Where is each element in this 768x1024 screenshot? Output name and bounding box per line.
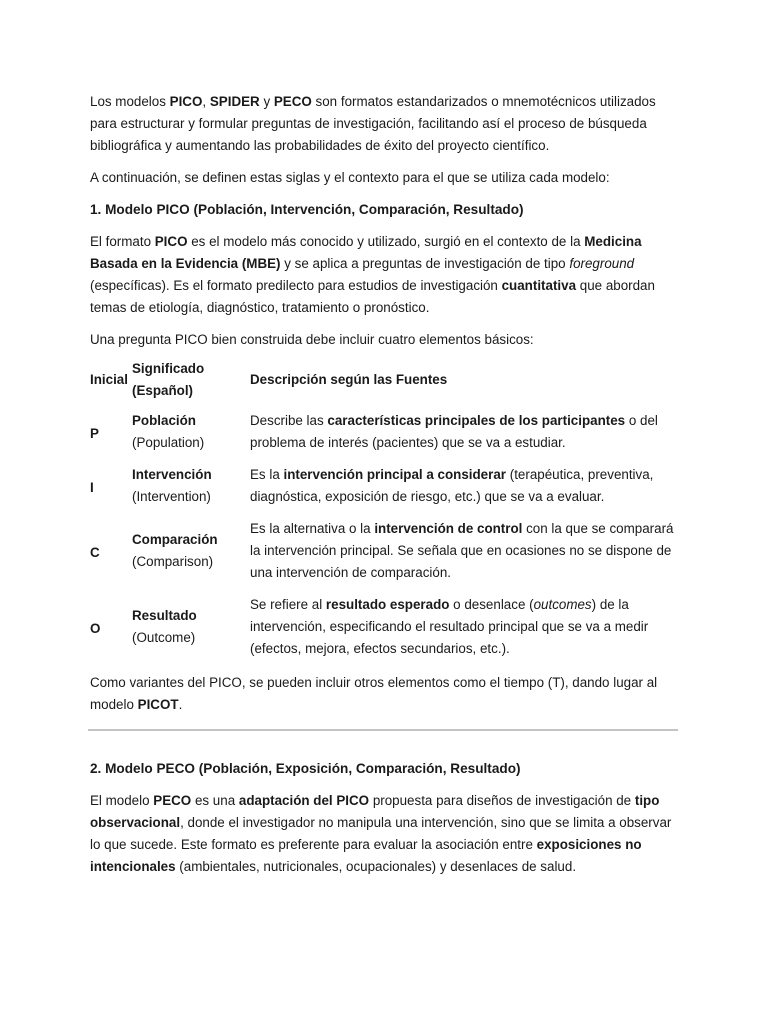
- row-letter: I: [90, 479, 94, 495]
- peco-paragraph: El modelo PECO es una adaptación del PICO propuesta para diseños de investigación de tipo observacional, donde el investigador no manipula una intervención, sino que se limita a observar lo que sucede. Este formato es preferente para evaluar la asociación entre exposiciones no intencionales (ambientales, nutricionales, ocupacionales) y desenlaces de salud.: [90, 793, 672, 874]
- intro-paragraph: Los modelos PICO, SPIDER y PECO son formatos estandarizados o mnemotécnicos utilizados para estructurar y formular preguntas de investigación, facilitando así el proceso de búsqueda bibliográfica y aumentando las probabilidades de éxito del proyecto científico.: [90, 94, 656, 153]
- table-row: [90, 513, 682, 589]
- document-content: [90, 91, 680, 888]
- row-description: Describe las características principales de los participantes o del problema de interés (pacientes) que se va a estudiar.: [250, 413, 658, 450]
- pico-table-intro: Una pregunta PICO bien construida debe incluir cuatro elementos básicos:: [90, 332, 534, 347]
- row-meaning: Comparación (Comparison): [132, 532, 218, 569]
- picot-paragraph: Como variantes del PICO, se pueden incluir otros elementos como el tiempo (T), dando lugar al modelo PICOT.: [90, 675, 658, 712]
- row-description: Se refiere al resultado esperado o desenlace (outcomes) de la intervención, especificando el resultado principal que se va a medir (efectos, mejora, efectos secundarios, etc.).: [250, 597, 649, 656]
- header-significado: Significado (Español): [132, 361, 205, 398]
- row-letter: C: [90, 544, 100, 560]
- row-description: Es la alternativa o la intervención de control con la que se comparará la intervención principal. Se señala que en ocasiones no se dispone de una intervención de comparación.: [250, 521, 674, 580]
- row-meaning: Población (Population): [132, 413, 205, 450]
- header-inicial: Inicial: [90, 372, 128, 387]
- intro-paragraph-2: A continuación, se definen estas siglas y el contexto para el que se utiliza cada modelo:: [90, 170, 610, 185]
- row-letter: P: [90, 425, 99, 441]
- section-heading-peco: 2. Modelo PECO (Población, Exposición, Comparación, Resultado): [90, 761, 521, 776]
- row-meaning: Resultado (Outcome): [132, 608, 197, 645]
- section-heading-pico: 1. Modelo PICO (Población, Intervención, Comparación, Resultado): [90, 202, 524, 217]
- table-row: [90, 459, 682, 513]
- header-descripcion: Descripción según las Fuentes: [250, 372, 448, 387]
- row-meaning: Intervención (Intervention): [132, 467, 212, 504]
- table-row: [90, 589, 682, 665]
- row-letter: O: [90, 620, 101, 636]
- table-header-row: [90, 355, 682, 405]
- pico-paragraph: El formato PICO es el modelo más conocido y utilizado, surgió en el contexto de la Medicina Basada en la Evidencia (MBE) y se aplica a preguntas de investigación de tipo foreground (específicas). Es el formato predilecto para estudios de investigación cuantitativa que abordan temas de etiología, diagnóstico, tratamiento o pronóstico.: [90, 234, 655, 315]
- pico-table: [90, 355, 682, 665]
- row-description: Es la intervención principal a considerar (terapéutica, preventiva, diagnóstica, exposición de riesgo, etc.) que se va a evaluar.: [250, 467, 654, 504]
- section-divider: [88, 729, 678, 731]
- table-row: [90, 405, 682, 459]
